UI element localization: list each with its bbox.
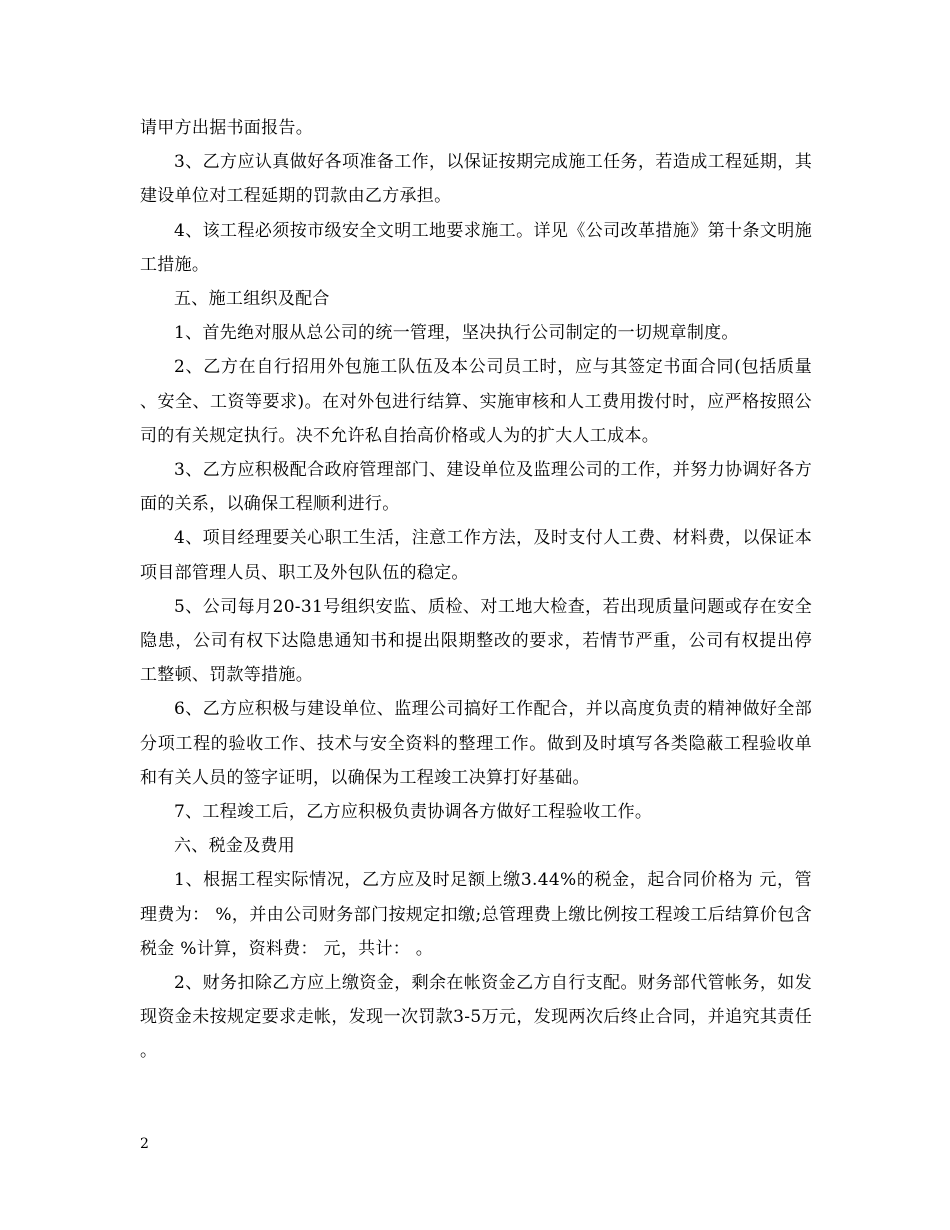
paragraph: 请甲方出据书面报告。 (140, 118, 313, 138)
paragraph: 3、乙方应积极配合政府管理部门、建设单位及监理公司的工作，并努力协调好各方面的关系，以确保工程顺利进行。 (140, 460, 812, 515)
document-body (140, 111, 812, 1069)
section-heading: 五、施工组织及配合 (174, 289, 330, 310)
page-number: 2 (140, 1136, 149, 1152)
section-heading: 六、税金及费用 (174, 836, 296, 857)
paragraph: 4、项目经理要关心职工生活，注意工作方法，及时支付人工费、材料费，以保证本项目部管理人员、职工及外包队伍的稳定。 (140, 528, 812, 583)
paragraph: 1、首先绝对服从总公司的统一管理，坚决执行公司制定的一切规章制度。 (174, 323, 739, 344)
paragraph: 2、财务扣除乙方应上缴资金，剩余在帐资金乙方自行支配。财务部代管帐务，如发现资金未按规定要求走帐，发现一次罚款3-5万元，发现两次后终止合同，并追究其责任。 (140, 973, 812, 1062)
paragraph: 3、乙方应认真做好各项准备工作，以保证按期完成施工任务，若造成工程延期，其建设单位对工程延期的罚款由乙方承担。 (140, 152, 812, 207)
paragraph: 5、公司每月20-31号组织安监、质检、对工地大检查，若出现质量问题或存在安全隐患，公司有权下达隐患通知书和提出限期整改的要求，若情节严重，公司有权提出停工整顿、罚款等措施。 (140, 596, 812, 686)
paragraph: 2、乙方在自行招用外包施工队伍及本公司员工时，应与其签定书面合同(包括质量、安全、工资等要求)。在对外包进行结算、实施审核和人工费用拨付时，应严格按照公司的有关规定执行。决不允许私自抬高价格或人为的扩大人工成本。 (140, 357, 812, 446)
paragraph: 6、乙方应积极与建设单位、监理公司搞好工作配合，并以高度负责的精神做好全部分项工程的验收工作、技术与安全资料的整理工作。做到及时填写各类隐蔽工程验收单和有关人员的签字证明，以确保为工程竣工决算打好基础。 (140, 699, 812, 788)
paragraph: 1、根据工程实际情况，乙方应及时足额上缴3.44%的税金，起合同价格为 元，管理费为： %，并由公司财务部门按规定扣缴;总管理费上缴比例按工程竣工后结算价包含税金 %计算，资料费： 元，共计： 。 (140, 870, 812, 959)
paragraph: 7、工程竣工后，乙方应积极负责协调各方做好工程验收工作。 (174, 802, 653, 823)
paragraph: 4、该工程必须按市级安全文明工地要求施工。详见《公司改革措施》第十条文明施工措施。 (140, 220, 812, 275)
